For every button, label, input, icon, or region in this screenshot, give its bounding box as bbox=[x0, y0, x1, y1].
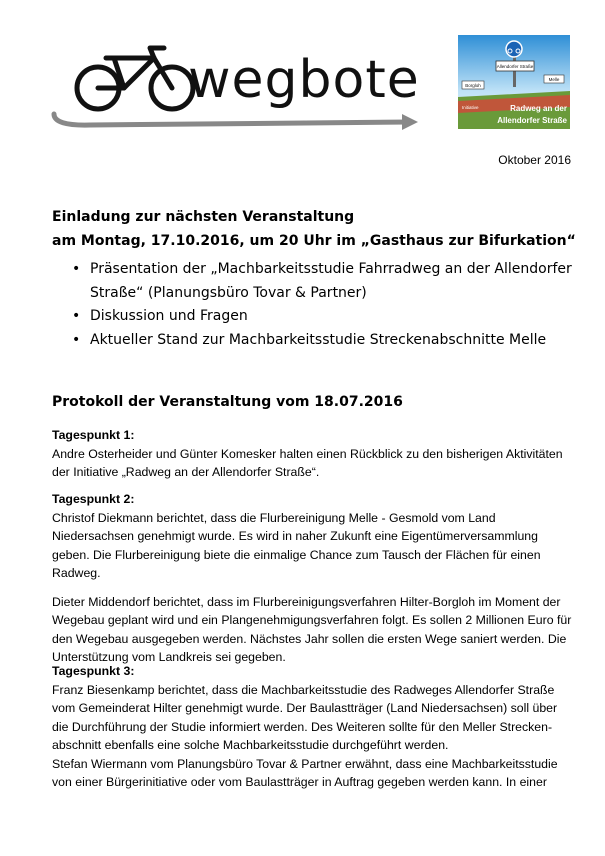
paragraph: Dieter Middendorf berichtet, dass im Flurbereinigungsverfahren Hilter-Borgloh im Moment der Wegebau geplant wird und ein Plangenehmigungsverfahren folgt. Es sollen 2 Millionen Euro für den Wegebau ausgegeben werden. Nächstes Jahr sollen die ersten Wege saniert werden. Die Unterstützung vom Landkreis sei gegeben. bbox=[52, 594, 572, 664]
wegbote-logo bbox=[50, 30, 430, 130]
invitation-heading bbox=[52, 205, 576, 253]
paragraph: Franz Biesenkamp berichtet, dass die Machbarkeitsstudie des Radweges Allendorfer Straße vom Gemeinderat Hilter genehmigt wurde. Der Baulastträger (Land Niedersachsen) soll über die Durchführung der Studie informiert werden. Des Weiteren sollte für den Meller Strecken-abschnitt ebenfalls eine solche Machbarkeitsstudie durchgeführt werden. bbox=[52, 682, 558, 752]
tagespunkt-heading: Tagespunkt 3: bbox=[52, 664, 135, 678]
badge-line2: Allendorfer Straße bbox=[497, 116, 567, 125]
badge-line1: Radweg an der bbox=[510, 104, 567, 113]
logo-swoosh-arrow bbox=[50, 100, 430, 140]
agenda-list bbox=[52, 258, 572, 352]
tagespunkt-heading: Tagespunkt 1: bbox=[52, 428, 135, 442]
paragraph: Stefan Wiermann vom Planungsbüro Tovar & Partner erwähnt, dass eine Machbarkeitsstudie von einer Bürgerinitiative oder vom Baulastträger in Auftrag gegeben werden kann. In einer bbox=[52, 756, 558, 789]
protocol-heading: Protokoll der Veranstaltung vom 18.07.2016 bbox=[52, 394, 403, 410]
tagespunkt-3 bbox=[52, 662, 572, 792]
badge-right-sign: Melle bbox=[548, 77, 560, 82]
badge-sign-text: Allendorfer Straße bbox=[496, 64, 534, 69]
paragraph: Andre Osterheider und Günter Komesker halten einen Rückblick zu den bisherigen Aktivitäten der Initiative „Radweg an der Allendorfer Straße“. bbox=[52, 446, 563, 479]
invitation-line-1: Einladung zur nächsten Veranstaltung bbox=[52, 209, 355, 225]
logo-wordmark: wegbote bbox=[188, 50, 420, 110]
paragraph: Christof Diekmann berichtet, dass die Flurbereinigung Melle - Gesmold vom Land Niedersachsen genehmigt wurde. Es wird in naher Zukunft eine Eigentümerversammlung geben. Die Flurbereinigung biete die einmalige Chance zum Tausch der Flächen für einen Radweg. bbox=[52, 510, 541, 580]
tagespunkt-heading: Tagespunkt 2: bbox=[52, 492, 135, 506]
invitation-line-2: am Montag, 17.10.2016, um 20 Uhr im „Gasthaus zur Bifurkation“ bbox=[52, 233, 576, 249]
badge-initiative: Initiative bbox=[462, 105, 479, 110]
agenda-item: • Diskussion und Fragen bbox=[52, 305, 572, 329]
agenda-item: • Präsentation der „Machbarkeitsstudie Fahrradweg an der Allendorfer Straße“ (Planungsbüro Tovar & Partner) bbox=[52, 258, 572, 305]
badge-left-sign: Borgloh bbox=[465, 83, 481, 88]
agenda-item: • Aktueller Stand zur Machbarkeitsstudie Streckenabschnitte Melle bbox=[52, 329, 572, 353]
issue-date: Oktober 2016 bbox=[498, 153, 571, 167]
tagespunkt-1 bbox=[52, 426, 572, 482]
tagespunkt-2 bbox=[52, 490, 572, 667]
initiative-badge bbox=[458, 35, 570, 129]
